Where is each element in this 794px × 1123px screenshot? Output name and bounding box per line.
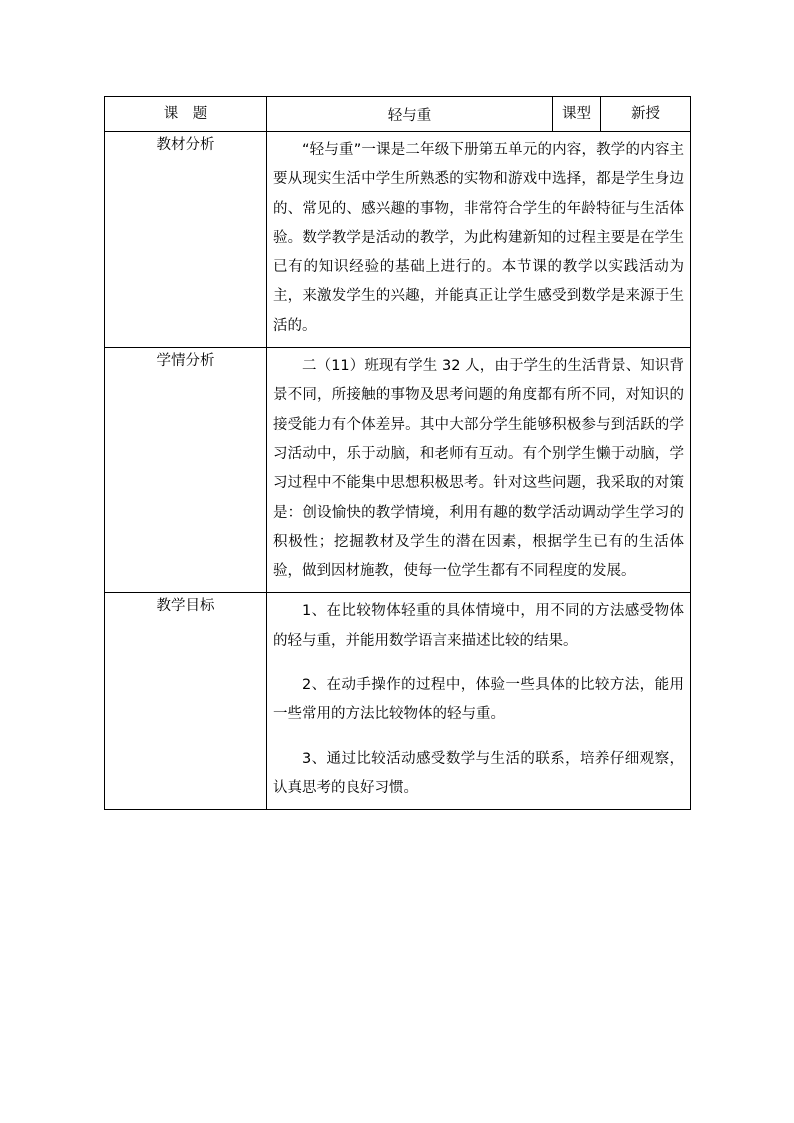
textbook-analysis-text: “轻与重”一课是二年级下册第五单元的内容，教学的内容主要从现实生活中学生所熟悉的实物和游戏中选择，都是学生身边的、常见的、感兴趣的事物，非常符合学生的年龄特征与生活体验。数学教学是活动的教学，为此构建新知的过程主要是在学生已有的知识经验的基础上进行的。本节课的教学以实践活动为主，来激发学生的兴趣，并能真正让学生感受到数学是来源于生活的。 xyxy=(273,142,684,334)
lesson-type-value: 新授 xyxy=(601,97,691,132)
lesson-type-label: 课型 xyxy=(553,97,601,132)
header-row xyxy=(105,97,691,132)
lesson-plan-table xyxy=(104,96,691,810)
textbook-analysis-label: 教材分析 xyxy=(105,132,267,348)
topic-value: 轻与重 xyxy=(267,97,553,132)
teaching-goal-item: 3、通过比较活动感受数学与生活的联系，培养仔细观察，认真思考的良好习惯。 xyxy=(273,750,684,796)
teaching-goal-item: 2、在动手操作的过程中，体验一些具体的比较方法，能用一些常用的方法比较物体的轻与重。 xyxy=(273,677,684,723)
student-analysis-row xyxy=(105,348,691,593)
teaching-goal-item: 1、在比较物体轻重的具体情境中，用不同的方法感受物体的轻与重，并能用数学语言来描述比较的结果。 xyxy=(273,603,684,649)
student-analysis-label: 学情分析 xyxy=(105,348,267,593)
teaching-goals-label: 教学目标 xyxy=(105,593,267,810)
topic-label: 课 题 xyxy=(105,97,267,132)
teaching-goals-content xyxy=(267,593,691,810)
textbook-analysis-row xyxy=(105,132,691,348)
teaching-goals-row xyxy=(105,593,691,810)
student-analysis-content xyxy=(267,348,691,593)
student-analysis-text: 二（11）班现有学生 32 人，由于学生的生活背景、知识背景不同，所接触的事物及思考问题的角度都有所不同，对知识的接受能力有个体差异。其中大部分学生能够积极参与到活跃的学习活动中，乐于动脑，和老师有互动。有个别学生懒于动脑，学习过程中不能集中思想积极思考。针对这些问题，我采取的对策是：创设愉快的教学情境，利用有趣的数学活动调动学生学习的积极性；挖掘教材及学生的潜在因素，根据学生已有的生活体验，做到因材施教，使每一位学生都有不同程度的发展。 xyxy=(273,358,684,580)
textbook-analysis-content xyxy=(267,132,691,348)
